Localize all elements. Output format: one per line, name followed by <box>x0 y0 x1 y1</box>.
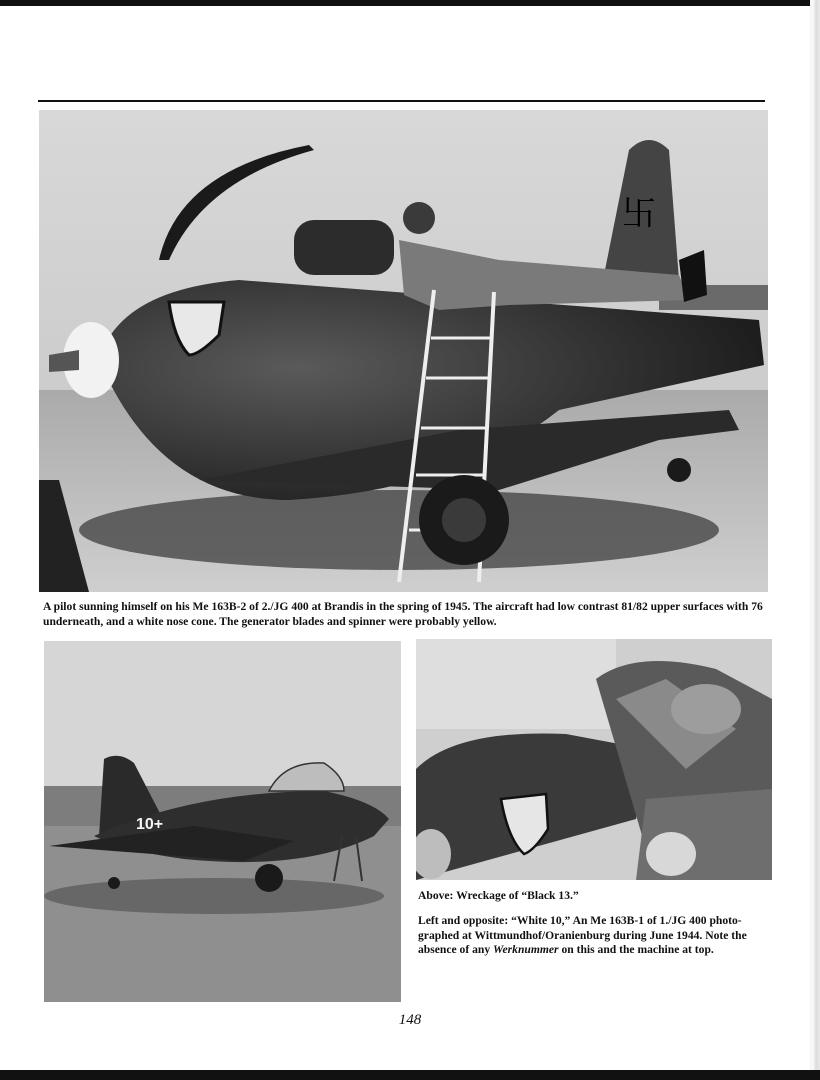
photo-white-10 <box>44 641 401 1002</box>
aircraft-number: 10+ <box>136 816 164 833</box>
photo-pilot-on-me163 <box>39 110 768 592</box>
caption-top-photo: A pilot sunning himself on his Me 163B-2 of 2./JG 400 at Brandis in the spring of 1945. The aircraft had low contrast 81/82 upper surfaces with 76 underneath, and a white nose cone. The generator blades and spinner were probably yellow. <box>43 600 763 628</box>
bottom-edge <box>0 1070 820 1080</box>
caption-above: Above: Wreckage of “Black 13.” <box>418 889 579 902</box>
header-rule <box>38 100 765 102</box>
page-edge <box>810 0 820 1080</box>
page-number: 148 <box>398 1012 422 1028</box>
tail-marking: 卐 <box>622 196 656 233</box>
top-edge <box>0 0 820 6</box>
caption-left-and-opposite: Left and opposite: “White 10,” An Me 163B-1 of 1./JG 400 photo-graphed at Wittmundhof/Oranienburg during June 1944. Note the absence of any Werknummer on this and the machine at top. <box>418 914 747 956</box>
photo-wreckage-black-13 <box>416 639 772 880</box>
